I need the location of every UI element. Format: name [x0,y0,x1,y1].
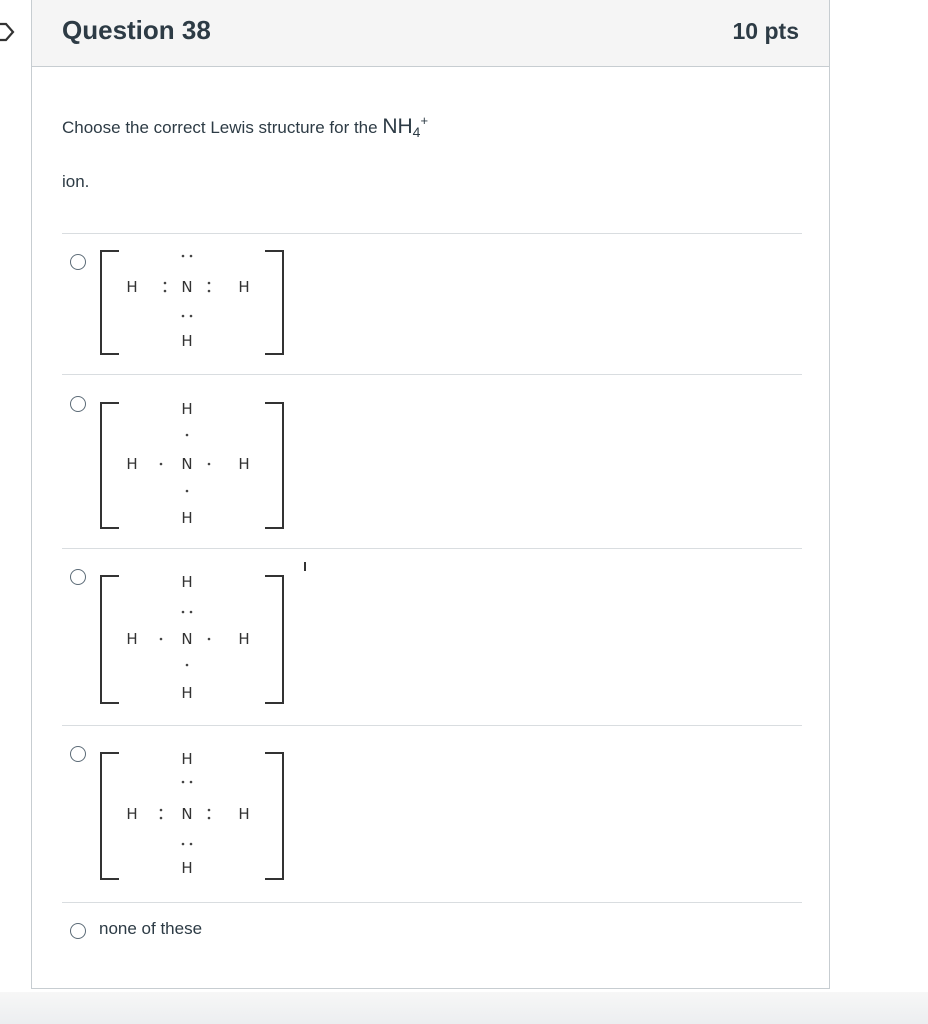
chevron-right-icon [0,20,18,44]
lewis-diagram [97,248,297,358]
atom-left: H [126,630,138,648]
atom-left: H [126,805,138,823]
atom-right: H [238,455,250,473]
option-none-label[interactable]: none of these [99,919,203,938]
divider [62,725,802,726]
option-a-radio[interactable] [70,254,86,270]
atom-left: H [126,455,138,473]
lewis-diagram [97,572,297,707]
question-points: 10 pts [732,18,799,44]
question-card [31,0,830,989]
option-d-lewis-structure[interactable] [97,749,297,883]
atom-bottom: H [181,859,193,877]
question-text-suffix: ion. [62,172,90,191]
formula-subscript: 4 [412,124,421,140]
option-b-lewis-structure[interactable] [97,399,297,531]
atom-center: N [181,805,193,823]
atom-bottom: H [181,684,193,702]
atom-center: N [181,278,193,296]
formula-base: NH [382,115,413,138]
atom-center: N [181,455,193,473]
lewis-diagram [97,749,297,883]
ammonium-formula [382,115,428,138]
atom-left: H [126,278,138,296]
divider [62,374,802,375]
atom-top: H [181,400,193,418]
lewis-diagram [97,399,297,531]
atom-right: H [238,278,250,296]
option-b-radio[interactable] [70,396,86,412]
question-text-prefix: Choose the correct Lewis structure for the [62,118,383,137]
option-c-radio[interactable] [70,569,86,585]
bottom-page-band [0,992,928,1024]
question-header [32,0,829,67]
atom-right: H [238,805,250,823]
divider [62,548,802,549]
question-title: Question 38 [62,15,211,45]
divider [62,902,802,903]
stray-mark [304,562,306,571]
divider [62,233,802,234]
atom-bottom: H [181,332,193,350]
atom-bottom: H [181,509,193,527]
option-none-radio[interactable] [70,923,86,939]
atom-right: H [238,630,250,648]
question-text [62,113,428,140]
option-c-lewis-structure[interactable] [97,572,297,707]
atom-center: N [181,630,193,648]
option-d-radio[interactable] [70,746,86,762]
formula-superscript: + [420,113,429,128]
atom-top: H [181,750,193,768]
option-a-lewis-structure[interactable] [97,248,297,358]
atom-top: H [181,573,193,591]
